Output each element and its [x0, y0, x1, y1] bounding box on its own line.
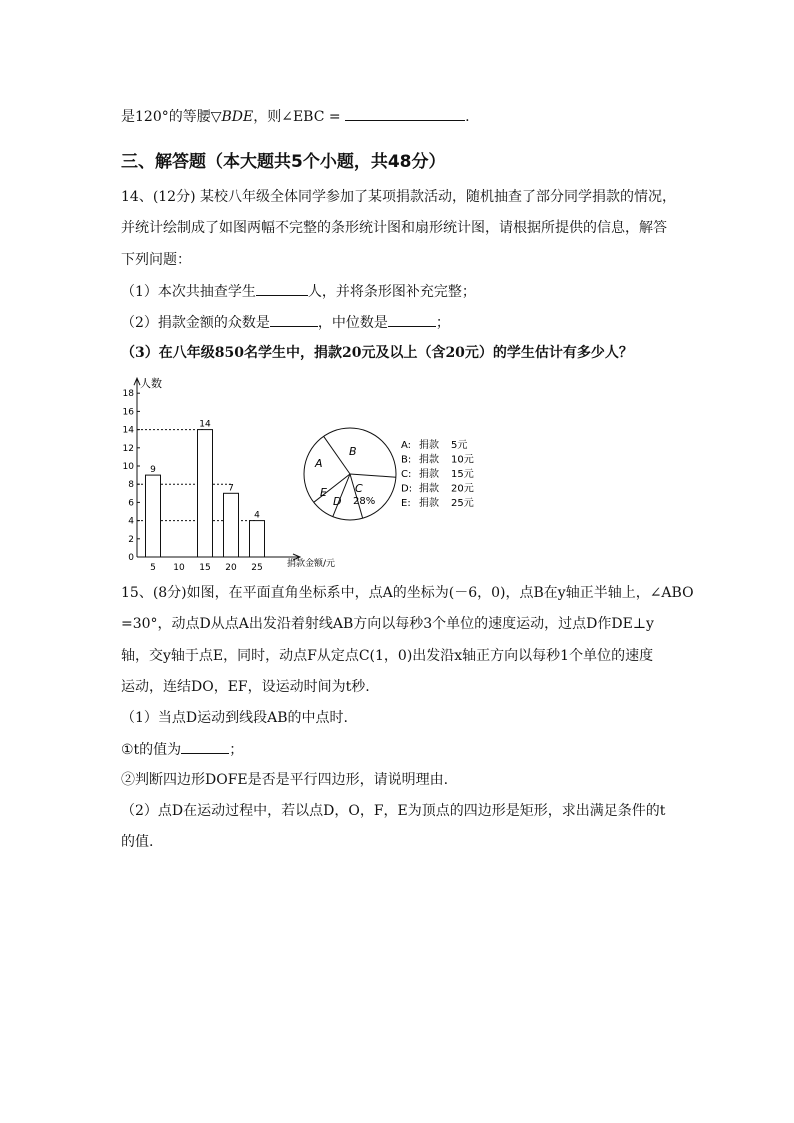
pie-chart	[300, 420, 480, 550]
pie-slice-label: E	[320, 486, 327, 499]
q14-part1	[121, 281, 476, 302]
q15-sub1: （1）当点D运动到线段AB的中点时.	[121, 710, 348, 726]
q15-line2: =30°，动点D从点A出发沿着射线AB方向以每秒3个单位的速度运动，过点D作DE⊥y	[121, 616, 654, 632]
x-tick-label: 10	[173, 563, 185, 573]
legend-key: B:	[401, 454, 412, 466]
pie-slice-label: D	[333, 495, 342, 508]
q15-sub1a	[121, 739, 243, 760]
x-tick-label: 25	[251, 563, 263, 573]
y-tick-label: 14	[122, 425, 134, 436]
legend-key: E:	[401, 498, 411, 509]
legend-amount: 5元	[451, 440, 468, 451]
x-tick-label: 20	[225, 563, 237, 573]
q14-part2-a: （2）捐款金额的众数是	[121, 315, 270, 331]
y-tick-label: 8	[128, 480, 134, 491]
q14-part1-b: 人，并将条形图补充完整；	[307, 284, 476, 300]
q15-sub2-line2: 的值.	[121, 834, 154, 850]
legend-text: 捐款	[419, 498, 439, 509]
y-axis-label: 人数	[140, 377, 162, 391]
q14-part2-c: ；	[435, 315, 450, 331]
answer-blank[interactable]	[345, 106, 465, 121]
q14-line3: 下列问题：	[121, 252, 191, 268]
q15-sub1a-a: ①t的值为	[121, 742, 182, 758]
bar	[224, 493, 239, 557]
pie-slice-label: B	[349, 445, 357, 458]
legend-text: 捐款	[419, 440, 439, 451]
legend-key: A:	[401, 440, 412, 451]
q14-part2	[121, 312, 450, 333]
y-tick-label: 12	[122, 443, 134, 454]
y-tick-label: 6	[128, 498, 134, 509]
intro-line	[121, 106, 470, 127]
q14-median-blank[interactable]	[388, 312, 436, 327]
intro-middle: ，则∠EBC =	[253, 109, 341, 125]
y-tick-label: 16	[122, 407, 134, 418]
legend-text: 捐款	[419, 469, 439, 480]
pie-slice-percent: 28%	[353, 496, 376, 507]
legend-text: 捐款	[419, 454, 439, 466]
q14-line1: 14、(12分) 某校八年级全体同学参加了某项捐款活动，随机抽查了部分同学捐款的情况，	[121, 189, 677, 205]
q14-line2: 并统计绘制成了如图两幅不完整的条形统计图和扇形统计图，请根据所提供的信息，解答	[121, 220, 667, 236]
q14-part3: （3）在八年级850名学生中，捐款20元及以上（含20元）的学生估计有多少人？	[121, 345, 633, 361]
q15-line4: 运动，连结DO，EF，设运动时间为t秒.	[121, 679, 370, 695]
y-tick-label: 4	[128, 516, 134, 527]
x-tick-label: 5	[150, 563, 156, 573]
q15-line1: 15、(8分)如图，在平面直角坐标系中，点A的坐标为(－6，0)，点B在y轴正半轴上，∠ABO	[121, 585, 694, 601]
q14-part1-a: （1）本次共抽查学生	[121, 284, 256, 300]
section-heading: 三、解答题（本大题共5个小题，共48分）	[121, 152, 446, 172]
y-tick-label: 10	[122, 462, 134, 472]
bar-value-label: 14	[199, 419, 211, 430]
pie-slice-label: C	[355, 482, 363, 495]
legend-amount: 25元	[451, 498, 474, 509]
intro-prefix: 是120°的等腰	[121, 109, 211, 125]
legend-amount: 20元	[451, 483, 474, 495]
legend-amount: 10元	[451, 454, 474, 466]
q15-sub1b: ②判断四边形DOFE是否是平行四边形，请说明理由.	[121, 772, 449, 788]
q15-line3: 轴，交y轴于点E，同时，动点F从定点C(1，0)出发沿x轴正方向以每秒1个单位的速度	[121, 648, 654, 664]
q14-mode-blank[interactable]	[270, 312, 318, 327]
q15-sub2-line1: （2）点D在运动过程中，若以点D，O，F，E为顶点的四边形是矩形，求出满足条件的t	[121, 803, 666, 819]
y-tick-label: 0	[128, 553, 134, 563]
bar	[146, 475, 161, 557]
q15-t-blank[interactable]	[181, 739, 229, 754]
bar-value-label: 9	[150, 465, 156, 476]
q15-sub1a-b: ；	[229, 742, 244, 758]
bar-value-label: 4	[254, 510, 260, 521]
legend-amount: 15元	[451, 469, 474, 480]
x-tick-label: 15	[199, 563, 211, 573]
x-axis-label: 捐款金额/元	[287, 559, 336, 569]
q14-part1-blank[interactable]	[256, 281, 308, 296]
legend-key: C:	[401, 469, 412, 480]
intro-suffix: .	[465, 109, 470, 125]
bar-value-label: 7	[228, 483, 234, 494]
bar	[250, 521, 265, 557]
q14-part2-b: ，中位数是	[317, 315, 388, 331]
pie-slice-label: A	[315, 457, 323, 470]
intro-triangle: ▽BDE	[210, 109, 254, 125]
y-tick-label: 2	[128, 534, 134, 545]
legend-key: D:	[401, 483, 413, 495]
legend-text: 捐款	[419, 483, 439, 495]
y-tick-label: 18	[122, 389, 134, 400]
bar	[198, 430, 213, 557]
